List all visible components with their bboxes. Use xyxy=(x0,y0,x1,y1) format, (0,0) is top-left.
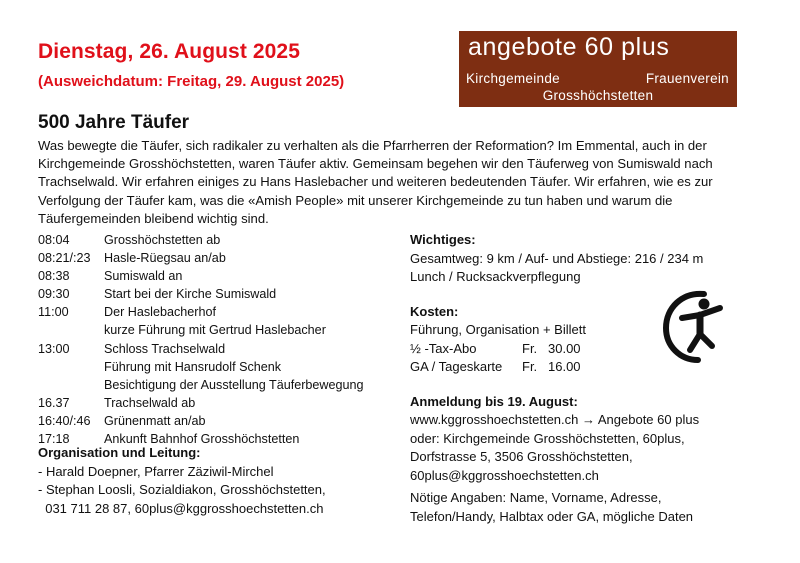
angebote-logo xyxy=(459,31,737,107)
schedule-time: 16.37 xyxy=(38,395,70,410)
alternative-date: (Ausweichdatum: Freitag, 29. August 2025) xyxy=(38,73,345,90)
schedule-row xyxy=(38,412,368,430)
schedule-text: Ankunft Bahnhof Grosshöchstetten xyxy=(104,432,300,447)
organisation-section xyxy=(38,444,378,518)
schedule-text: Hasle-Rüegsau an/ab xyxy=(104,251,226,266)
schedule-row xyxy=(38,321,368,339)
price-label: GA / Tageskarte xyxy=(410,359,503,374)
kosten-title: Kosten: xyxy=(410,303,459,319)
anmeldung-title: Anmeldung bis 19. August: xyxy=(410,393,578,409)
kosten-line: Führung, Organisation + Billett xyxy=(410,322,586,337)
organisation-title: Organisation und Leitung: xyxy=(38,445,201,460)
intro-text: Was bewegte die Täufer, sich radikaler zu verhalten als die Pfarrherren der Reformation? Im Emmental, auch in der Kirchgemeinde Grosshöchstetten, waren Täufer aktiv. Gemeinsam begehen wir den Täuferweg von Sumiswald nach Trachselwald. Wir erfahren einiges zu Hans Haslebacher und weiteren bedeutenden Täufer. Wir erfahren, wie es zur Verfolgung der Täufer kam, was die «Amish People» mit unserer Kirchgemeinde zu tun haben und warum die Täufergemeinden bleibend wichtig sind. xyxy=(38,138,713,226)
info-column xyxy=(410,231,740,526)
schedule-time: 13:00 xyxy=(38,341,70,356)
schedule-time: 17:18 xyxy=(38,432,70,447)
schedule-row xyxy=(38,267,368,285)
anmeldung-line: 60plus@kggrosshoechstetten.ch xyxy=(410,467,599,483)
schedule-time xyxy=(38,376,104,394)
logo-left-text: Kirchgemeinde xyxy=(466,71,560,86)
wichtiges-title: Wichtiges: xyxy=(410,232,476,247)
anmeldung-line: oder: Kirchgemeinde Grosshöchstetten, 60plus, xyxy=(410,430,685,446)
organisation-line: - Stephan Loosli, Sozialdiakon, Grosshöchstetten, xyxy=(38,482,326,497)
schedule-text: Schloss Trachselwald xyxy=(104,341,226,356)
schedule-row xyxy=(38,231,368,249)
price-currency: Fr. xyxy=(522,359,538,374)
schedule-row xyxy=(38,394,368,412)
schedule-row xyxy=(38,285,368,303)
schedule-text: Führung mit Hansrudolf Schenk xyxy=(104,359,282,374)
price-currency: Fr. xyxy=(522,340,538,356)
anmeldung-note: Telefon/Handy, Halbtax oder GA, mögliche Daten xyxy=(410,508,694,524)
schedule-time: 09:30 xyxy=(38,287,70,302)
event-date: Dienstag, 26. August 2025 xyxy=(38,40,300,63)
price-amount: 30.00 xyxy=(548,340,581,356)
organisation-line: 031 711 28 87, 60plus@kggrosshoechstetten.ch xyxy=(38,500,324,516)
schedule-text: kurze Führung mit Gertrud Haslebacher xyxy=(104,323,326,338)
schedule-text: Grosshöchstetten ab xyxy=(104,233,221,247)
wichtiges-line: Gesamtweg: 9 km / Auf- und Abstiege: 216 / 234 m xyxy=(410,250,704,266)
schedule-list xyxy=(38,231,368,448)
schedule-time: 16:40/:46 xyxy=(38,413,91,428)
schedule-time xyxy=(38,321,104,339)
anmeldung-line: www.kggrosshoechstetten.ch → Angebote 60 plus xyxy=(410,412,700,427)
schedule-text: Trachselwald ab xyxy=(104,395,196,410)
schedule-row xyxy=(38,340,368,358)
logo-right-text: Frauenverein xyxy=(645,71,729,86)
schedule-row xyxy=(38,303,368,321)
schedule-time: 08:04 xyxy=(38,233,70,247)
walking-figure-icon xyxy=(660,288,734,364)
schedule-row xyxy=(38,358,368,376)
schedule-text: Sumiswald an xyxy=(104,269,183,284)
page-title: 500 Jahre Täufer xyxy=(38,112,190,133)
price-label: ½ -Tax-Abo xyxy=(410,340,477,356)
schedule-text: Besichtigung der Ausstellung Täuferbewegung xyxy=(104,377,364,392)
wichtiges-line: Lunch / Rucksackverpflegung xyxy=(410,269,581,284)
schedule-text: Grünenmatt an/ab xyxy=(104,413,206,428)
logo-title: angebote 60 plus xyxy=(468,33,670,61)
schedule-time: 08:21/:23 xyxy=(38,251,91,266)
schedule-time xyxy=(38,358,104,376)
anmeldung-line: Dorfstrasse 5, 3506 Grosshöchstetten, xyxy=(410,449,633,464)
schedule-time: 08:38 xyxy=(38,269,70,284)
logo-bottom-text: Grosshöchstetten xyxy=(542,88,654,103)
schedule-text: Start bei der Kirche Sumiswald xyxy=(104,287,277,302)
anmeldung-note: Nötige Angaben: Name, Vorname, Adresse, xyxy=(410,490,662,505)
price-amount: 16.00 xyxy=(548,359,581,374)
schedule-text: Der Haslebacherhof xyxy=(104,305,217,320)
schedule-row xyxy=(38,249,368,267)
organisation-line: - Harald Doepner, Pfarrer Zäziwil-Mirchel xyxy=(38,463,274,479)
schedule-time: 11:00 xyxy=(38,305,69,320)
schedule-row xyxy=(38,376,368,394)
